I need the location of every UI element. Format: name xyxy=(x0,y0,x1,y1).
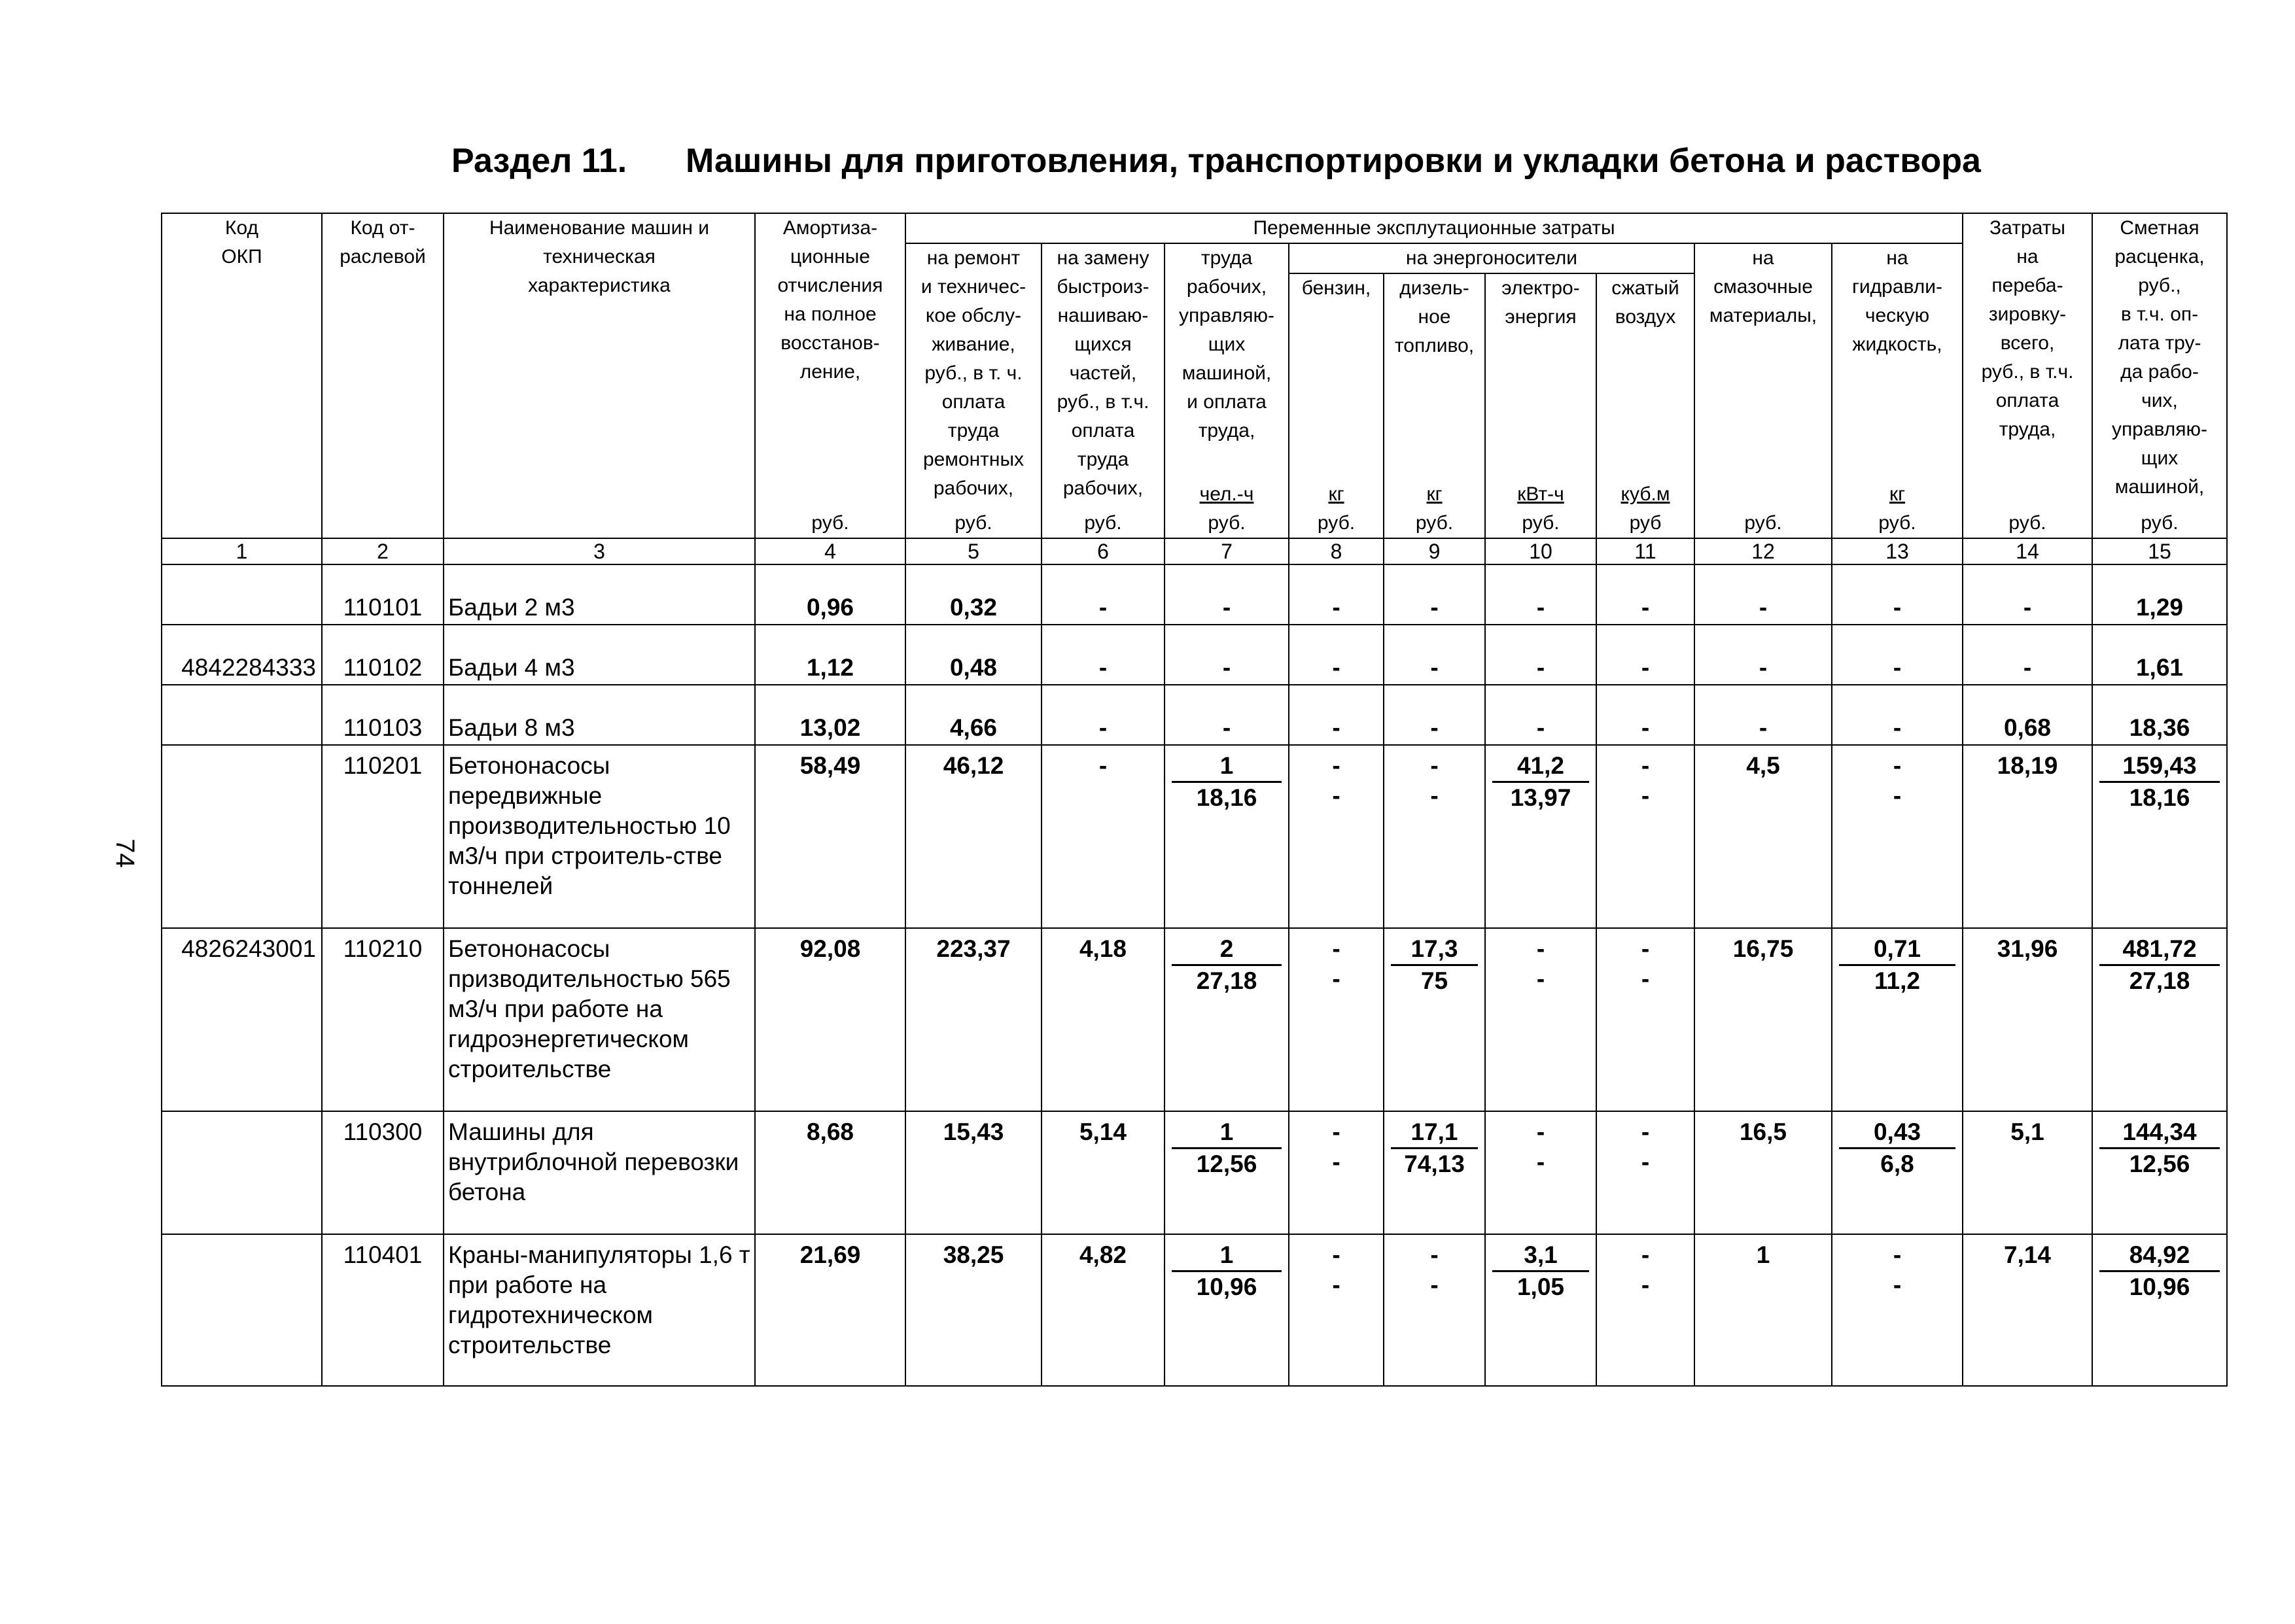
header-col-9-unit-b: руб. xyxy=(1415,512,1454,534)
value-c9 xyxy=(1384,928,1485,1111)
value-c12: 4,5 xyxy=(1694,745,1832,928)
value-c13: - xyxy=(1832,625,1963,685)
value-c9-bottom: - xyxy=(1430,782,1439,809)
value-c15: 18,36 xyxy=(2092,685,2227,745)
value-c12: - xyxy=(1694,685,1832,745)
header-col-12-unit: руб. xyxy=(1744,512,1782,534)
header-variable-costs: Переменные эксплутационные затраты xyxy=(905,213,1963,243)
column-number: 14 xyxy=(1963,538,2092,564)
value-c7 xyxy=(1165,928,1289,1111)
value-c4: 1,12 xyxy=(755,625,905,685)
value-c7 xyxy=(1165,1234,1289,1386)
column-number: 15 xyxy=(2092,538,2227,564)
column-numbers-row xyxy=(162,538,2227,564)
header-col-9-text: дизель- ное топливо, xyxy=(1394,277,1475,356)
okp-code xyxy=(162,745,322,928)
header-col-10-unit-a: кВт-ч xyxy=(1517,483,1564,505)
value-c8 xyxy=(1289,745,1384,928)
value-c14: - xyxy=(1963,625,2092,685)
header-col-9-unit-a: кг xyxy=(1426,483,1443,505)
column-number: 7 xyxy=(1165,538,1289,564)
value-c10-top: 3,1 xyxy=(1492,1240,1589,1272)
header-col-2: Код от- раслевой xyxy=(322,213,444,538)
value-c8: - xyxy=(1289,685,1384,745)
value-c5: 15,43 xyxy=(905,1111,1042,1234)
value-c9: - xyxy=(1384,564,1485,625)
value-c10-bottom: 1,05 xyxy=(1516,1273,1564,1300)
value-c8-bottom: - xyxy=(1332,965,1340,992)
okp-code xyxy=(162,1111,322,1234)
value-c13 xyxy=(1832,745,1963,928)
value-c9-top: - xyxy=(1430,752,1439,779)
value-c13 xyxy=(1832,1111,1963,1234)
value-c15 xyxy=(2092,1111,2227,1234)
value-c13-top: 0,71 xyxy=(1839,934,1955,966)
value-c13: - xyxy=(1832,564,1963,625)
value-c10-top: - xyxy=(1536,935,1545,962)
value-c11-top: - xyxy=(1641,1241,1650,1268)
value-c8-bottom: - xyxy=(1332,1271,1340,1298)
header-col-15 xyxy=(2092,213,2227,538)
value-c8: - xyxy=(1289,625,1384,685)
machine-name: Машины для внутриблочной перевозки бетона xyxy=(444,1111,755,1234)
header-col-4-text: Амортиза- ционные отчисления на полное восстанов- ление, xyxy=(777,217,883,383)
header-col-10-unit-b: руб. xyxy=(1522,512,1560,534)
value-c15: 1,29 xyxy=(2092,564,2227,625)
value-c5: 46,12 xyxy=(905,745,1042,928)
column-number: 3 xyxy=(444,538,755,564)
value-c4: 13,02 xyxy=(755,685,905,745)
header-col-8-unit-b: руб. xyxy=(1317,512,1356,534)
header-col-7-text: труда рабочих, управляю- щих машиной, и оплата труда, xyxy=(1178,247,1275,441)
value-c10: - xyxy=(1485,564,1596,625)
value-c7: - xyxy=(1165,564,1289,625)
table-row xyxy=(162,928,2227,1111)
value-c7-top: 1 xyxy=(1172,751,1282,783)
okp-code xyxy=(162,685,322,745)
machine-name: Краны-манипуляторы 1,6 т при работе на гидротехническом строительстве xyxy=(444,1234,755,1386)
branch-code: 110401 xyxy=(322,1234,444,1386)
header-col-1: Код ОКП xyxy=(162,213,322,538)
value-c10 xyxy=(1485,1111,1596,1234)
value-c7: - xyxy=(1165,625,1289,685)
machine-name: Бетононасосы передвижные производительностью 10 м3/ч при строитель-стве тоннелей xyxy=(444,745,755,928)
value-c7-top: 1 xyxy=(1172,1117,1282,1149)
value-c9-bottom: 75 xyxy=(1420,967,1448,994)
header-col-12-text: на смазочные материалы, xyxy=(1709,247,1817,326)
value-c9: - xyxy=(1384,685,1485,745)
value-c13 xyxy=(1832,928,1963,1111)
value-c12: 16,75 xyxy=(1694,928,1832,1111)
header-col-14-text: Затраты на переба- зировку- всего, руб., в т.ч. оплата труда, xyxy=(1981,217,2074,440)
value-c10-bottom: - xyxy=(1536,1149,1545,1175)
value-c8-bottom: - xyxy=(1332,1149,1340,1175)
value-c11-bottom: - xyxy=(1641,1271,1650,1298)
value-c13 xyxy=(1832,1234,1963,1386)
value-c14: - xyxy=(1963,564,2092,625)
header-col-4-unit: руб. xyxy=(811,512,849,534)
header-col-6-text: на замену быстроиз- нашиваю- щихся частей, руб., в т.ч. оплата труда рабочих, xyxy=(1057,247,1149,499)
header-col-11-unit-a: куб.м xyxy=(1621,483,1670,505)
branch-code: 110102 xyxy=(322,625,444,685)
value-c12: - xyxy=(1694,625,1832,685)
value-c5: 223,37 xyxy=(905,928,1042,1111)
header-energy: на энергоносители xyxy=(1289,243,1694,273)
value-c13-top: 0,43 xyxy=(1839,1117,1955,1149)
value-c11: - xyxy=(1596,564,1694,625)
value-c6: - xyxy=(1042,564,1165,625)
value-c14: 7,14 xyxy=(1963,1234,2092,1386)
header-col-10 xyxy=(1485,273,1596,538)
column-number: 4 xyxy=(755,538,905,564)
column-number: 2 xyxy=(322,538,444,564)
value-c11-bottom: - xyxy=(1641,1149,1650,1175)
value-c4: 0,96 xyxy=(755,564,905,625)
value-c15-top: 84,92 xyxy=(2099,1240,2220,1272)
header-col-14 xyxy=(1963,213,2092,538)
value-c7 xyxy=(1165,745,1289,928)
value-c9: - xyxy=(1384,625,1485,685)
value-c8: - xyxy=(1289,564,1384,625)
value-c7-bottom: 12,56 xyxy=(1196,1150,1257,1177)
header-col-13-text: на гидравли- ческую жидкость, xyxy=(1851,247,1943,355)
column-number: 13 xyxy=(1832,538,1963,564)
value-c15 xyxy=(2092,928,2227,1111)
value-c9 xyxy=(1384,1234,1485,1386)
value-c14: 31,96 xyxy=(1963,928,2092,1111)
value-c15 xyxy=(2092,745,2227,928)
header-col-14-unit: руб. xyxy=(2008,512,2046,534)
value-c11-top: - xyxy=(1641,752,1650,779)
value-c12: 1 xyxy=(1694,1234,1832,1386)
page-number: 74 xyxy=(110,838,139,868)
header-col-7 xyxy=(1165,243,1289,538)
value-c14: 18,19 xyxy=(1963,745,2092,928)
machine-name: Бетононасосы призводительностью 565 м3/ч при работе на гидроэнергетическом строительстве xyxy=(444,928,755,1111)
value-c7 xyxy=(1165,1111,1289,1234)
okp-code: 4842284333 xyxy=(162,625,322,685)
value-c5: 38,25 xyxy=(905,1234,1042,1386)
page-title: Машины для приготовления, транспортировки и укладки бетона и раствора xyxy=(686,142,1981,180)
value-c14: 5,1 xyxy=(1963,1111,2092,1234)
value-c11-top: - xyxy=(1641,1118,1650,1145)
column-number: 5 xyxy=(905,538,1042,564)
value-c8-bottom: - xyxy=(1332,782,1340,809)
value-c7-bottom: 18,16 xyxy=(1196,784,1257,811)
table-row xyxy=(162,1234,2227,1386)
header-col-7-unit-a: чел.-ч xyxy=(1199,483,1254,505)
column-number: 11 xyxy=(1596,538,1694,564)
okp-code xyxy=(162,1234,322,1386)
value-c12: 16,5 xyxy=(1694,1111,1832,1234)
value-c7-bottom: 27,18 xyxy=(1196,967,1257,994)
value-c13-top: - xyxy=(1893,752,1902,779)
value-c11 xyxy=(1596,745,1694,928)
value-c10: - xyxy=(1485,625,1596,685)
branch-code: 110210 xyxy=(322,928,444,1111)
value-c9-bottom: - xyxy=(1430,1271,1439,1298)
value-c11: - xyxy=(1596,625,1694,685)
header-col-13 xyxy=(1832,243,1963,538)
header-col-15-unit: руб. xyxy=(2141,512,2179,534)
header-col-8 xyxy=(1289,273,1384,538)
value-c10-top: - xyxy=(1536,1118,1545,1145)
value-c13: - xyxy=(1832,685,1963,745)
value-c5: 0,48 xyxy=(905,625,1042,685)
value-c13-bottom: - xyxy=(1893,1271,1902,1298)
value-c15-top: 144,34 xyxy=(2099,1117,2220,1149)
value-c11 xyxy=(1596,928,1694,1111)
value-c4: 8,68 xyxy=(755,1111,905,1234)
value-c6: 4,82 xyxy=(1042,1234,1165,1386)
table-row xyxy=(162,685,2227,745)
value-c11-bottom: - xyxy=(1641,782,1650,809)
header-row-1 xyxy=(162,213,2227,243)
value-c13-bottom: - xyxy=(1893,782,1902,809)
value-c11-bottom: - xyxy=(1641,965,1650,992)
value-c6: 4,18 xyxy=(1042,928,1165,1111)
value-c10 xyxy=(1485,745,1596,928)
value-c10-bottom: - xyxy=(1536,965,1545,992)
value-c7-top: 2 xyxy=(1172,934,1282,966)
header-col-4 xyxy=(755,213,905,538)
value-c6: - xyxy=(1042,685,1165,745)
value-c8-top: - xyxy=(1332,935,1340,962)
value-c9 xyxy=(1384,745,1485,928)
value-c15 xyxy=(2092,1234,2227,1386)
value-c10-bottom: 13,97 xyxy=(1510,784,1571,811)
value-c9 xyxy=(1384,1111,1485,1234)
header-col-10-text: электро- энергия xyxy=(1501,277,1580,328)
column-number: 9 xyxy=(1384,538,1485,564)
value-c5: 0,32 xyxy=(905,564,1042,625)
value-c15-top: 481,72 xyxy=(2099,934,2220,966)
section-label: Раздел 11. xyxy=(451,142,627,180)
header-col-12 xyxy=(1694,243,1832,538)
header-col-8-text: бензин, xyxy=(1301,277,1371,299)
branch-code: 110101 xyxy=(322,564,444,625)
column-number: 1 xyxy=(162,538,322,564)
column-number: 8 xyxy=(1289,538,1384,564)
header-col-7-unit-b: руб. xyxy=(1208,512,1246,534)
okp-code: 4826243001 xyxy=(162,928,322,1111)
value-c6: - xyxy=(1042,625,1165,685)
column-number: 10 xyxy=(1485,538,1596,564)
header-col-11-unit-b: руб xyxy=(1629,512,1662,534)
value-c10 xyxy=(1485,1234,1596,1386)
value-c13-bottom: 11,2 xyxy=(1874,967,1920,994)
header-col-3: Наименование машин и техническая характеристика xyxy=(444,213,755,538)
header-col-11-text: сжатый воздух xyxy=(1611,277,1679,328)
branch-code: 110201 xyxy=(322,745,444,928)
table-row xyxy=(162,564,2227,625)
header-col-11 xyxy=(1596,273,1694,538)
value-c4: 58,49 xyxy=(755,745,905,928)
header-col-5 xyxy=(905,243,1042,538)
value-c9-bottom: 74,13 xyxy=(1404,1150,1465,1177)
value-c8-top: - xyxy=(1332,752,1340,779)
value-c13-top: - xyxy=(1893,1241,1902,1268)
value-c6: 5,14 xyxy=(1042,1111,1165,1234)
header-col-13-unit-b: руб. xyxy=(1878,512,1916,534)
value-c5: 4,66 xyxy=(905,685,1042,745)
branch-code: 110103 xyxy=(322,685,444,745)
value-c8 xyxy=(1289,1234,1384,1386)
value-c15-top: 159,43 xyxy=(2099,751,2220,783)
value-c11 xyxy=(1596,1111,1694,1234)
value-c8-top: - xyxy=(1332,1241,1340,1268)
table-row xyxy=(162,1111,2227,1234)
value-c8 xyxy=(1289,1111,1384,1234)
value-c10: - xyxy=(1485,685,1596,745)
value-c12: - xyxy=(1694,564,1832,625)
header-col-5-text: на ремонт и техничес- кое обслу- живание, руб., в т. ч. оплата труда ремонтных рабочих, xyxy=(920,247,1026,499)
header-col-9 xyxy=(1384,273,1485,538)
value-c15-bottom: 12,56 xyxy=(2129,1150,2190,1177)
value-c11 xyxy=(1596,1234,1694,1386)
value-c15-bottom: 10,96 xyxy=(2129,1273,2190,1300)
value-c10 xyxy=(1485,928,1596,1111)
value-c11-top: - xyxy=(1641,935,1650,962)
value-c15-bottom: 27,18 xyxy=(2129,967,2190,994)
value-c4: 92,08 xyxy=(755,928,905,1111)
column-number: 6 xyxy=(1042,538,1165,564)
header-col-5-unit: руб. xyxy=(955,512,992,534)
table-row xyxy=(162,745,2227,928)
value-c10-top: 41,2 xyxy=(1492,751,1589,783)
machines-table xyxy=(161,213,2228,1387)
value-c14: 0,68 xyxy=(1963,685,2092,745)
value-c9-top: - xyxy=(1430,1241,1439,1268)
machine-name: Бадьи 2 м3 xyxy=(444,564,755,625)
table-row xyxy=(162,625,2227,685)
value-c11: - xyxy=(1596,685,1694,745)
value-c9-top: 17,3 xyxy=(1391,934,1478,966)
header-col-15-text: Сметная расценка, руб., в т.ч. оп- лата тру- да рабо- чих, управляю- щих машиной, xyxy=(2111,217,2208,498)
value-c9-top: 17,1 xyxy=(1391,1117,1478,1149)
value-c7-bottom: 10,96 xyxy=(1196,1273,1257,1300)
value-c8-top: - xyxy=(1332,1118,1340,1145)
value-c4: 21,69 xyxy=(755,1234,905,1386)
value-c6: - xyxy=(1042,745,1165,928)
header-col-13-unit-a: кг xyxy=(1889,483,1906,505)
value-c7-top: 1 xyxy=(1172,1240,1282,1272)
machine-name: Бадьи 8 м3 xyxy=(444,685,755,745)
machine-name: Бадьи 4 м3 xyxy=(444,625,755,685)
value-c7: - xyxy=(1165,685,1289,745)
value-c13-bottom: 6,8 xyxy=(1880,1150,1914,1177)
value-c8 xyxy=(1289,928,1384,1111)
okp-code xyxy=(162,564,322,625)
column-number: 12 xyxy=(1694,538,1832,564)
value-c15-bottom: 18,16 xyxy=(2129,784,2190,811)
header-col-8-unit-a: кг xyxy=(1328,483,1344,505)
value-c15: 1,61 xyxy=(2092,625,2227,685)
header-col-6-unit: руб. xyxy=(1084,512,1122,534)
branch-code: 110300 xyxy=(322,1111,444,1234)
header-col-6 xyxy=(1042,243,1165,538)
